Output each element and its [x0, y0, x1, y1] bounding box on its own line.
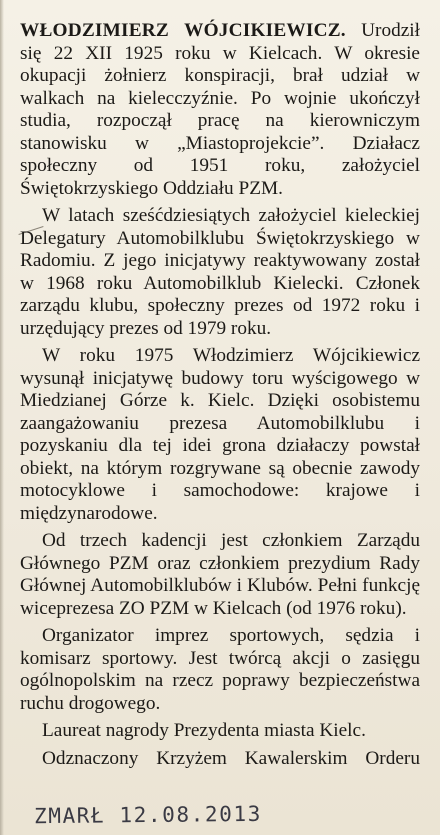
biography-text: [20, 20, 420, 775]
paragraph-6: Laureat nagrody Prezydenta miasta Kielc.: [42, 720, 366, 741]
handwritten-note: ZMARŁ 12.08.2013: [33, 801, 263, 829]
paragraph-1-body: Urodził się 22 XII 1925 roku w Kielcach. W okresie okupacji żołnierz konspiracji, brał udział w walkach na kielecczyźnie. Po wojnie ukończył studia, rozpoczął pracę na kierowniczym stanowisku w „Miastoprojekcie”. Działacz społeczny od 1951 roku, założyciel Świętokrzyskiego Oddziału PZM.: [20, 20, 420, 199]
paragraph-4: Od trzech kadencji jest członkiem Zarządu Głównego PZM oraz członkiem prezydium Rady Głównej Automobilklubów i Klubów. Pełni funkcję wiceprezesa ZO PZM w Kielcach (od 1976 roku).: [20, 530, 420, 619]
paragraph-1: [20, 20, 420, 200]
person-name: WŁODZIMIERZ WÓJCIKIEWICZ.: [20, 20, 346, 41]
paragraph-3: W roku 1975 Włodzimierz Wójcikiewicz wysunął inicjatywę budowy toru wyścigowego w Miedzianej Górze k. Kielc. Dzięki osobistemu zaangażowaniu prezesa Automobilklubu i pozyskaniu dla tej idei grona działaczy powstał obiekt, na którym rozgrywane są obecnie zawody motocyklowe i samochodowe: krajowe i międzynarodowe.: [20, 345, 420, 524]
scan-edge-shadow: [0, 0, 4, 835]
paragraph-7: Odznaczony Krzyżem Kawalerskim Orderu: [42, 747, 420, 769]
paragraph-5: Organizator imprez sportowych, sędzia i komisarz sportowy. Jest twórcą akcji o zasięgu ogólnopolskim na rzecz poprawy bezpieczeństwa ruchu drogowego.: [20, 625, 420, 714]
paragraph-2: W latach sześćdziesiątych założyciel kieleckiej Delegatury Automobilklubu Świętokrzyskiego w Radomiu. Z jego inicjatywy reaktywowany został w 1968 roku Automobilklub Kielecki. Członek zarządu klubu, społeczny prezes od 1972 roku i urzędujący prezes od 1979 roku.: [20, 205, 420, 339]
